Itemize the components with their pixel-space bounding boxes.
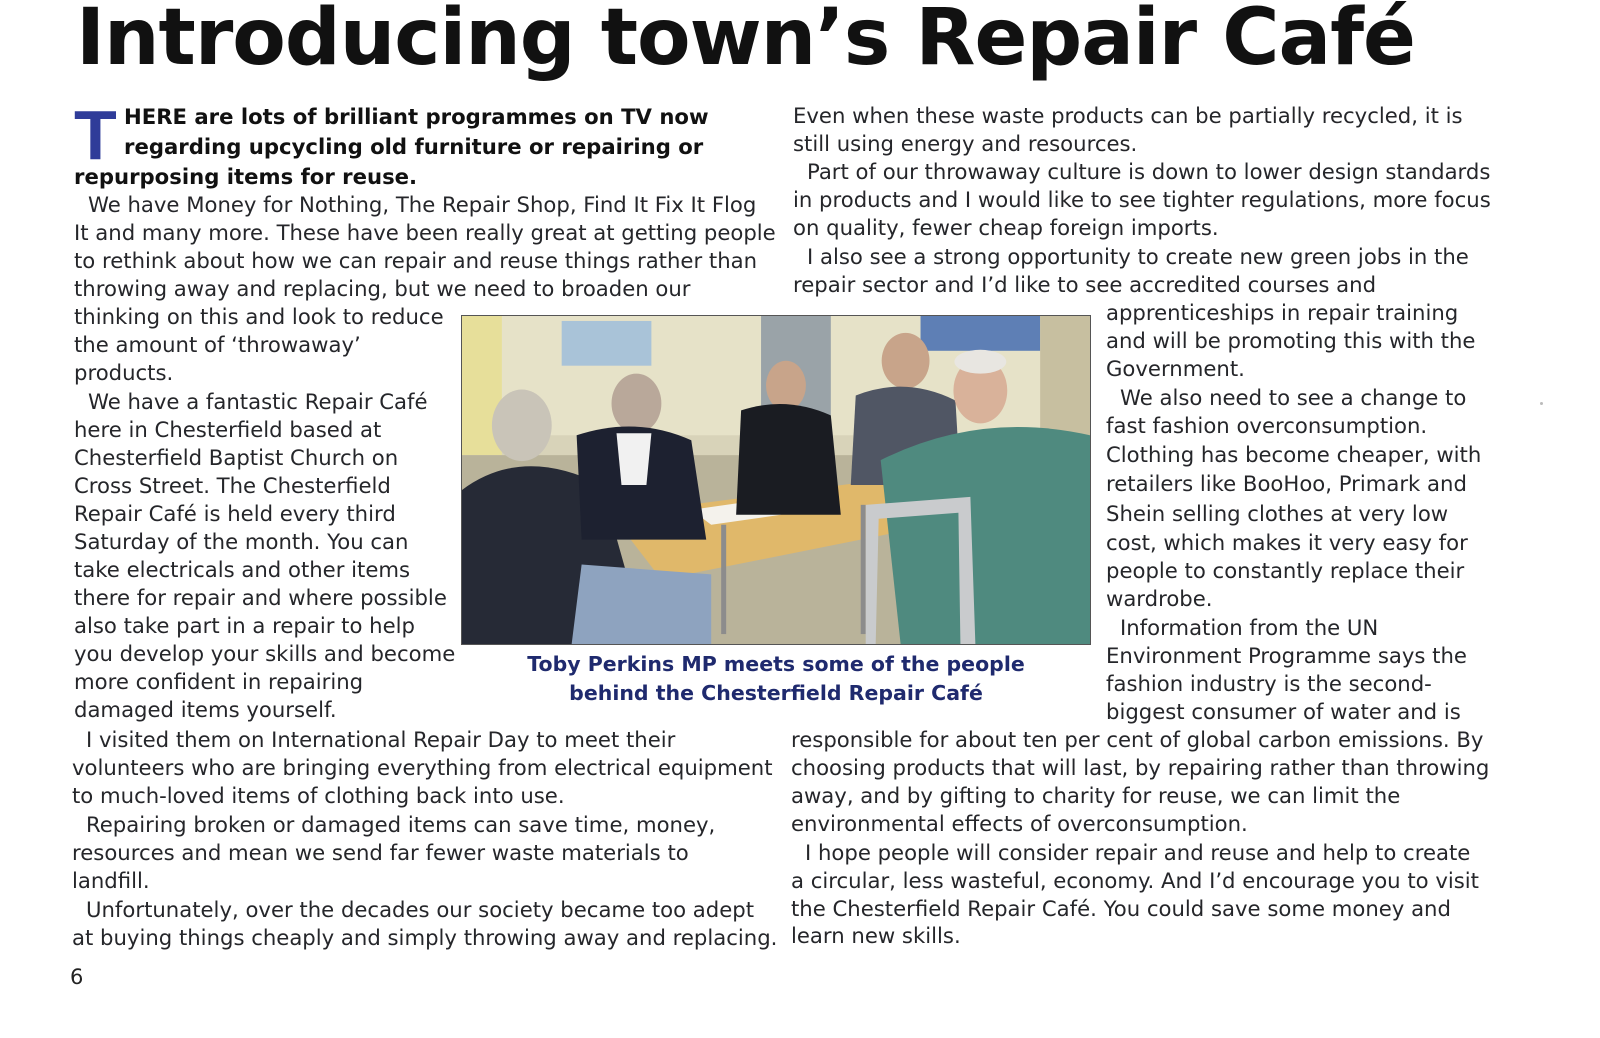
text-line: Shein selling clothes at very low bbox=[1106, 501, 1449, 526]
text-line: Repairing broken or damaged items can save time, money, bbox=[86, 812, 716, 837]
text-line: damaged items yourself. bbox=[74, 697, 337, 722]
text-line: thinking on this and look to reduce bbox=[74, 304, 444, 329]
text-line: retailers like BooHoo, Primark and bbox=[1106, 471, 1467, 496]
text-line: in products and I would like to see tighter regulations, more focus bbox=[793, 187, 1491, 212]
text-line: apprenticeships in repair training bbox=[1106, 300, 1459, 325]
text-line: biggest consumer of water and is bbox=[1106, 699, 1461, 724]
text-line: I visited them on International Repair Day to meet their bbox=[86, 727, 676, 752]
text-line: Saturday of the month. You can bbox=[74, 529, 409, 554]
text-line: to much-loved items of clothing back into use. bbox=[72, 783, 565, 808]
text-line: products. bbox=[74, 360, 174, 385]
text-line: fashion industry is the second- bbox=[1106, 671, 1432, 696]
scan-speck bbox=[1540, 402, 1543, 405]
text-line: repair sector and I’d like to see accredited courses and bbox=[793, 272, 1377, 297]
text-line: at buying things cheaply and simply throwing away and replacing. bbox=[72, 925, 778, 950]
text-line: the amount of ‘throwaway’ bbox=[74, 332, 361, 357]
photo-caption bbox=[461, 650, 1091, 708]
text-line: choosing products that will last, by repairing rather than throwing bbox=[791, 755, 1490, 780]
lead-line: HERE are lots of brilliant programmes on TV now bbox=[124, 104, 709, 129]
lead-line: regarding upcycling old furniture or repairing or bbox=[124, 134, 704, 159]
text-line: environmental effects of overconsumption. bbox=[791, 811, 1248, 836]
photo-illustration bbox=[462, 316, 1090, 644]
text-line: landfill. bbox=[72, 868, 150, 893]
text-line: Part of our throwaway culture is down to lower design standards bbox=[807, 159, 1491, 184]
text-line: also take part in a repair to help bbox=[74, 613, 415, 638]
text-line: more confident in repairing bbox=[74, 669, 364, 694]
text-line: Government. bbox=[1106, 356, 1245, 381]
text-line: Repair Café is held every third bbox=[74, 501, 396, 526]
text-line: and will be promoting this with the bbox=[1106, 328, 1476, 353]
text-line: to rethink about how we can repair and reuse things rather than bbox=[74, 248, 758, 273]
text-line: people to constantly replace their bbox=[1106, 558, 1465, 583]
drop-cap: T bbox=[74, 96, 117, 174]
text-line: throwing away and replacing, but we need to broaden our bbox=[74, 276, 691, 301]
lead-line: repurposing items for reuse. bbox=[74, 164, 418, 189]
text-line: We have a fantastic Repair Café bbox=[88, 389, 428, 414]
text-line: Information from the UN bbox=[1120, 615, 1379, 640]
text-line: I also see a strong opportunity to create new green jobs in the bbox=[807, 244, 1469, 269]
text-line: I hope people will consider repair and reuse and help to create bbox=[805, 840, 1471, 865]
text-line: wardrobe. bbox=[1106, 586, 1213, 611]
text-line: Cross Street. The Chesterfield bbox=[74, 473, 391, 498]
text-line: here in Chesterfield based at bbox=[74, 417, 382, 442]
caption-line: Toby Perkins MP meets some of the people bbox=[527, 652, 1025, 676]
text-line: It and many more. These have been really great at getting people bbox=[74, 220, 776, 245]
page-number: 6 bbox=[70, 965, 84, 989]
caption-line: behind the Chesterfield Repair Café bbox=[569, 681, 983, 705]
text-line: volunteers who are bringing everything from electrical equipment bbox=[72, 755, 773, 780]
text-line: a circular, less wasteful, economy. And I’d encourage you to visit bbox=[791, 868, 1479, 893]
text-line: We have Money for Nothing, The Repair Shop, Find It Fix It Flog bbox=[88, 192, 757, 217]
text-line: on quality, fewer cheap foreign imports. bbox=[793, 215, 1219, 240]
text-line: learn new skills. bbox=[791, 923, 961, 948]
text-line: there for repair and where possible bbox=[74, 585, 447, 610]
text-line: Even when these waste products can be partially recycled, it is bbox=[793, 103, 1463, 128]
text-line: fast fashion overconsumption. bbox=[1106, 413, 1428, 438]
text-line: cost, which makes it very easy for bbox=[1106, 530, 1468, 555]
text-line: Clothing has become cheaper, with bbox=[1106, 442, 1482, 467]
text-line: the Chesterfield Repair Café. You could save some money and bbox=[791, 896, 1451, 921]
article-photo bbox=[461, 315, 1091, 645]
text-line: away, and by gifting to charity for reuse, we can limit the bbox=[791, 783, 1401, 808]
text-line: still using energy and resources. bbox=[793, 131, 1138, 156]
text-line: Unfortunately, over the decades our society became too adept bbox=[86, 897, 755, 922]
text-line: We also need to see a change to bbox=[1120, 385, 1467, 410]
text-line: resources and mean we send far fewer waste materials to bbox=[72, 840, 689, 865]
text-line: responsible for about ten per cent of global carbon emissions. By bbox=[791, 727, 1484, 752]
text-line: Chesterfield Baptist Church on bbox=[74, 445, 399, 470]
text-line: take electricals and other items bbox=[74, 557, 411, 582]
text-line: you develop your skills and become bbox=[74, 641, 456, 666]
headline: Introducing town’s Repair Café bbox=[76, 0, 1415, 83]
text-line: Environment Programme says the bbox=[1106, 643, 1467, 668]
